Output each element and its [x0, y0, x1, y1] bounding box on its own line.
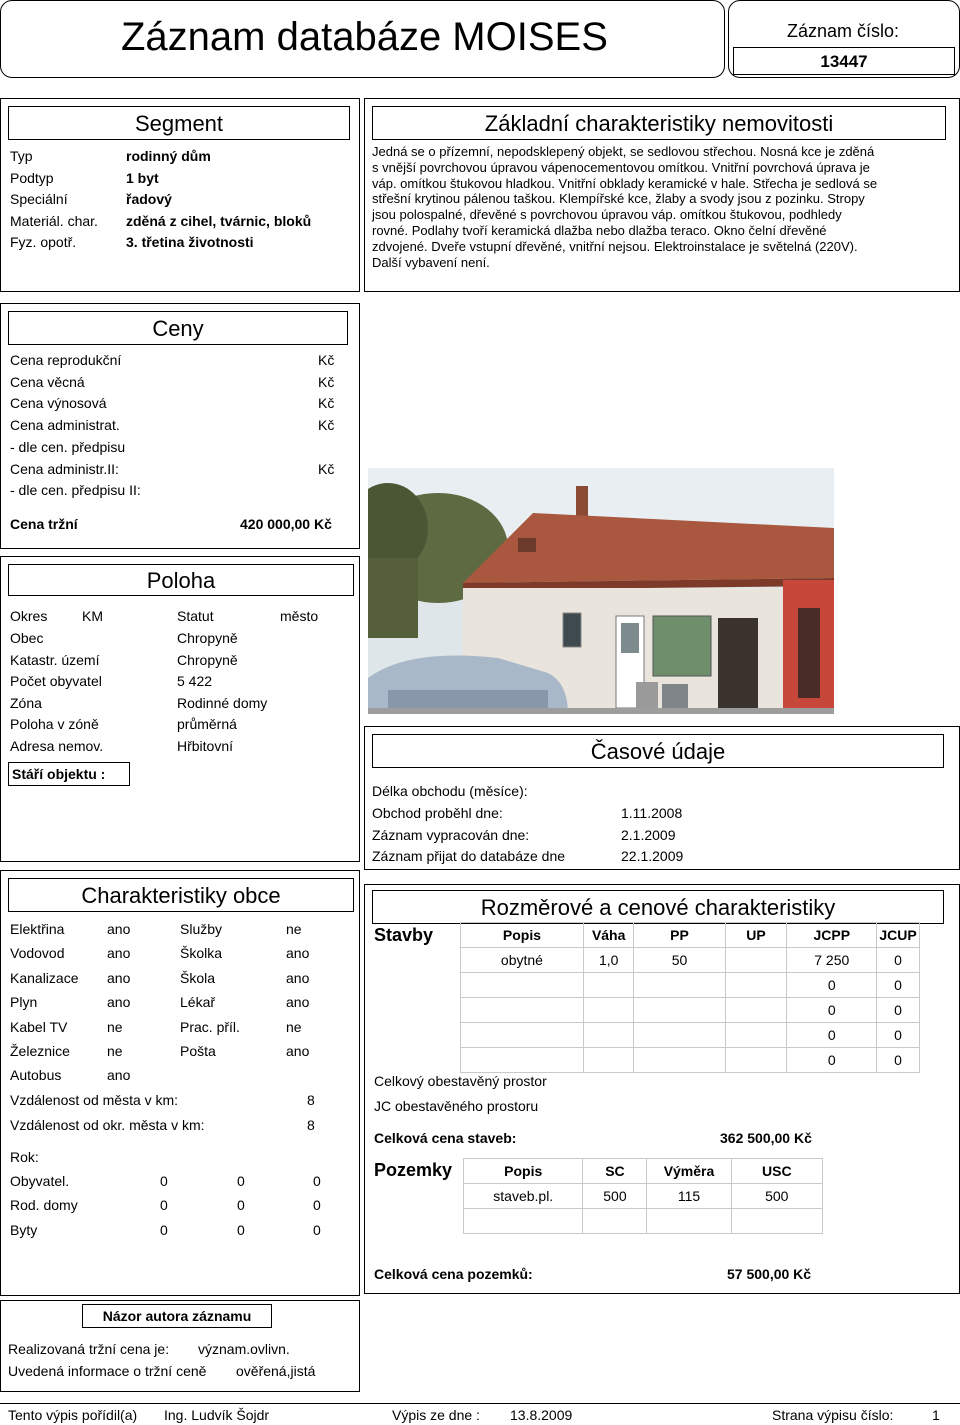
characteristics-line: Další vybavení není.: [372, 254, 490, 270]
segment-value: 3. třetina životnosti: [126, 234, 254, 250]
table-header-cell: Popis: [464, 1159, 583, 1184]
segment-value: rodinný dům: [126, 148, 211, 164]
municipality-label: Lékař: [180, 994, 216, 1011]
municipality-label: Železnice: [10, 1043, 70, 1059]
table-cell: [461, 998, 584, 1023]
property-photo: [368, 468, 834, 714]
footer-page-label: Strana výpisu číslo:: [772, 1407, 894, 1423]
segment-label: Podtyp: [10, 169, 54, 186]
municipality-value: ano: [107, 969, 131, 986]
footer-date-label: Výpis ze dne :: [392, 1407, 480, 1423]
municipality-value: ano: [286, 1043, 310, 1059]
municipality-label: Plyn: [10, 994, 38, 1011]
opinion-heading: [82, 1304, 272, 1328]
table-cell: 0: [877, 998, 920, 1023]
characteristics-line: rovné. Podlahy tvoří keramická dlažba nebo dlažba teraco. Okno čelní dřevěné: [372, 223, 827, 238]
year-row-value: 0: [313, 1221, 321, 1238]
municipality-value: ano: [286, 994, 310, 1011]
dimensions-heading: Rozměrové a cenové charakteristiky: [372, 890, 944, 924]
land-total-value: 57 500,00 Kč: [727, 1266, 812, 1282]
duration-label: Délka obchodu (měsíce):: [372, 783, 528, 799]
year-row-value: 0: [237, 1197, 245, 1214]
footer-page-value: 1: [932, 1407, 940, 1423]
table-row: [461, 998, 920, 1023]
year-row-value: 0: [237, 1173, 245, 1189]
house-photo-image: [368, 468, 834, 714]
footer-date-value: 13.8.2009: [510, 1407, 573, 1423]
table-row: [464, 1184, 823, 1209]
statut-value: město: [280, 608, 319, 624]
land-total-label: Celková cena pozemků:: [374, 1266, 533, 1282]
total-space-label: Celkový obestavěný prostor: [374, 1073, 547, 1089]
table-header-cell: JCUP: [877, 923, 920, 948]
table-cell: 7 250: [787, 948, 877, 973]
table-cell: 0: [877, 1048, 920, 1073]
characteristics-line: jsou polospalné, dřevěné s povrchovou úpravou váp. omítkou štukovou, podhledy: [372, 207, 842, 223]
location-label: Katastr. území: [10, 651, 100, 668]
price-label: Cena reprodukční: [10, 352, 122, 368]
year-row-label: Byty: [10, 1221, 38, 1238]
municipality-label: Služby: [180, 921, 223, 937]
statut-label: Statut: [177, 608, 214, 624]
year-row-value: 0: [237, 1221, 245, 1238]
price-label: Cena administrat.: [10, 417, 120, 434]
price-label: Cena výnosová: [10, 395, 107, 412]
price-label: Cena administr.II:: [10, 460, 119, 477]
table-row: [461, 948, 920, 973]
location-value: průměrná: [177, 716, 237, 733]
municipality-label: Školka: [180, 945, 223, 962]
municipality-label: Prac. příl.: [180, 1018, 240, 1035]
buildings-total-label: Celková cena staveb:: [374, 1130, 517, 1146]
location-value: Hřbitovní: [177, 738, 234, 754]
year-row-value: 0: [160, 1221, 168, 1238]
location-label: Poloha v zóně: [10, 716, 99, 733]
table-cell: [725, 998, 787, 1023]
municipality-value: ano: [286, 969, 310, 986]
table-header-cell: JCPP: [787, 923, 877, 948]
location-label: Počet obyvatel: [10, 673, 102, 690]
segment-label: Speciální: [10, 191, 68, 207]
table-cell: [464, 1209, 583, 1234]
municipality-value: ano: [107, 921, 131, 937]
table-cell: 115: [647, 1184, 731, 1209]
opinion-label: Uvedená informace o tržní ceně: [8, 1363, 207, 1379]
table-cell: [634, 1048, 725, 1073]
characteristics-line: střešní krytinou pálenou taškou. Klempířské kce, žlaby a svody jsou z pozinku. Stropy: [372, 191, 865, 207]
municipality-value: ne: [286, 921, 302, 937]
table-header-cell: PP: [634, 923, 725, 948]
table-cell: 0: [877, 973, 920, 998]
table-cell: 0: [787, 998, 877, 1023]
time-value: 1.11.2008: [621, 805, 683, 821]
location-heading: Poloha: [8, 564, 354, 596]
buildings-table: [460, 922, 920, 1073]
segment-label: Materiál. char.: [10, 212, 98, 229]
table-row: [461, 1048, 920, 1073]
table-cell: [583, 998, 634, 1023]
record-box: [728, 0, 960, 78]
table-header-cell: SC: [583, 1159, 647, 1184]
table-cell: 500: [731, 1184, 822, 1209]
table-cell: 1,0: [583, 948, 634, 973]
price-label: Cena věcná: [10, 373, 85, 390]
table-row: [464, 1209, 823, 1234]
price-unit: Kč: [318, 373, 335, 390]
opinion-value: význam.ovlivn.: [198, 1341, 290, 1357]
table-cell: [634, 1023, 725, 1048]
segment-label: Fyz. opotř.: [10, 234, 77, 250]
age-label: Stáří objektu :: [12, 766, 106, 782]
table-cell: [461, 1023, 584, 1048]
location-value: Rodinné domy: [177, 694, 268, 711]
table-cell: [731, 1209, 822, 1234]
table-cell: obytné: [461, 948, 584, 973]
time-value: 22.1.2009: [621, 848, 684, 864]
municipality-label: Kanalizace: [10, 969, 79, 986]
location-value: Chropyně: [177, 630, 238, 646]
location-label: Adresa nemov.: [10, 738, 104, 754]
location-label: Zóna: [10, 694, 42, 711]
record-label: Záznam číslo:: [787, 21, 900, 41]
characteristics-line: s vnější povrchovou úpravou vápenocementovou omítkou. Vnitřní povrchová úprava je: [372, 159, 870, 175]
table-cell: 0: [787, 973, 877, 998]
characteristics-line: zdvojené. Dveře vstupní dřevěné, vnitřní nejsou. Elektroinstalace je světelná (220V).: [372, 238, 858, 254]
characteristics-line: Jedná se o přízemní, nepodsklepený objekt, se sedlovou střechou. Nosná kce je zděná: [372, 144, 875, 159]
table-cell: [725, 1023, 787, 1048]
location-value: Chropyně: [177, 651, 238, 668]
table-cell: 0: [877, 1023, 920, 1048]
land-table: [463, 1158, 823, 1234]
okres-label: Okres: [10, 608, 48, 624]
municipality-value: ano: [107, 1067, 131, 1084]
buildings-label: Stavby: [374, 925, 434, 945]
municipality-label: Autobus: [10, 1067, 62, 1084]
municipality-label: Pošta: [180, 1043, 216, 1059]
segment-value: zděná z cihel, tvárnic, bloků: [126, 212, 312, 229]
location-label: Obec: [10, 630, 44, 646]
year-row-value: 0: [313, 1173, 321, 1189]
time-value: 2.1.2009: [621, 826, 676, 843]
time-heading: Časové údaje: [372, 734, 944, 768]
distance-city-label: Vzdálenost od města v km:: [10, 1092, 179, 1108]
segment-label: Typ: [10, 148, 33, 164]
table-cell: 50: [634, 948, 725, 973]
land-label: Pozemky: [374, 1160, 453, 1180]
table-cell: [583, 973, 634, 998]
segment-value: 1 byt: [126, 169, 159, 186]
segment-value: řadový: [126, 191, 172, 207]
year-row-value: 0: [313, 1197, 321, 1214]
characteristics-line: váp. omítkou štukovou hladkou. Vnitřní obklady keramické v hale. Střecha je sedlová se: [372, 175, 878, 191]
municipality-value: ne: [107, 1018, 123, 1035]
table-cell: [461, 973, 584, 998]
opinion-value: ověřená,jistá: [236, 1363, 316, 1379]
table-cell: [583, 1209, 647, 1234]
price-label: - dle cen. předpisu II:: [10, 482, 141, 499]
municipality-heading: Charakteristiky obce: [8, 878, 354, 912]
table-cell: 0: [787, 1023, 877, 1048]
price-unit: Kč: [318, 395, 335, 412]
time-label: Záznam vypracován dne:: [372, 826, 530, 843]
table-header-cell: UP: [725, 923, 787, 948]
opinion-heading-text: Názor autora záznamu: [102, 1308, 252, 1324]
table-header-cell: USC: [731, 1159, 822, 1184]
municipality-value: ne: [107, 1043, 123, 1059]
distance-district-value: 8: [307, 1117, 315, 1133]
year-label: Rok:: [10, 1149, 39, 1165]
record-number-value: 13447: [820, 52, 868, 71]
record-number: [733, 47, 955, 75]
municipality-label: Kabel TV: [10, 1018, 68, 1035]
price-unit: Kč: [318, 460, 335, 477]
municipality-label: Vodovod: [10, 945, 65, 962]
table-cell: [461, 1048, 584, 1073]
footer-author-value: Ing. Ludvík Šojdr: [164, 1407, 270, 1423]
market-price-label: Cena tržní: [10, 516, 78, 532]
table-cell: [583, 1048, 634, 1073]
market-price-value: 420 000,00 Kč: [240, 516, 332, 532]
table-cell: 500: [583, 1184, 647, 1209]
table-row: [461, 1023, 920, 1048]
time-label: Obchod proběhl dne:: [372, 805, 503, 821]
location-value: 5 422: [177, 673, 213, 690]
okres-value: KM: [82, 608, 103, 624]
age-box: [8, 762, 130, 786]
table-cell: [634, 973, 725, 998]
table-header-cell: Výměra: [647, 1159, 731, 1184]
municipality-value: ano: [107, 994, 131, 1011]
table-header-row: [464, 1159, 823, 1184]
distance-district-label: Vzdálenost od okr. města v km:: [10, 1117, 205, 1133]
footer-author-label: Tento výpis pořídil(a): [8, 1407, 138, 1423]
table-cell: [725, 1048, 787, 1073]
municipality-label: Elektřina: [10, 921, 65, 937]
table-cell: 0: [877, 948, 920, 973]
title-box: [0, 0, 725, 78]
year-row-label: Rod. domy: [10, 1197, 78, 1214]
table-cell: [725, 973, 787, 998]
table-cell: [725, 948, 787, 973]
table-row: [461, 973, 920, 998]
characteristics-heading: Základní charakteristiky nemovitosti: [372, 106, 946, 140]
table-header-cell: Váha: [583, 923, 634, 948]
price-label: - dle cen. předpisu: [10, 438, 126, 455]
municipality-value: ano: [286, 945, 310, 962]
time-label: Záznam přijat do databáze dne: [372, 848, 566, 864]
table-header-row: [461, 923, 920, 948]
table-cell: [634, 998, 725, 1023]
page-title: Záznam databáze MOISES: [121, 15, 608, 59]
table-cell: 0: [787, 1048, 877, 1073]
table-header-cell: Popis: [461, 923, 584, 948]
price-unit: Kč: [318, 417, 335, 434]
footer-line: [0, 1403, 960, 1404]
distance-city-value: 8: [307, 1092, 315, 1108]
jc-label: JC obestavěného prostoru: [374, 1098, 539, 1114]
municipality-value: ne: [286, 1018, 302, 1035]
municipality-value: ano: [107, 945, 131, 962]
buildings-total-value: 362 500,00 Kč: [720, 1130, 812, 1146]
table-cell: [583, 1023, 634, 1048]
prices-heading: Ceny: [8, 311, 348, 345]
table-cell: [647, 1209, 731, 1234]
price-unit: Kč: [318, 352, 335, 368]
year-row-value: 0: [160, 1173, 168, 1189]
year-row-label: Obyvatel.: [10, 1173, 70, 1189]
segment-heading: Segment: [8, 106, 350, 140]
opinion-label: Realizovaná tržní cena je:: [8, 1341, 170, 1357]
table-cell: staveb.pl.: [464, 1184, 583, 1209]
year-row-value: 0: [160, 1197, 168, 1214]
municipality-label: Škola: [180, 969, 216, 986]
